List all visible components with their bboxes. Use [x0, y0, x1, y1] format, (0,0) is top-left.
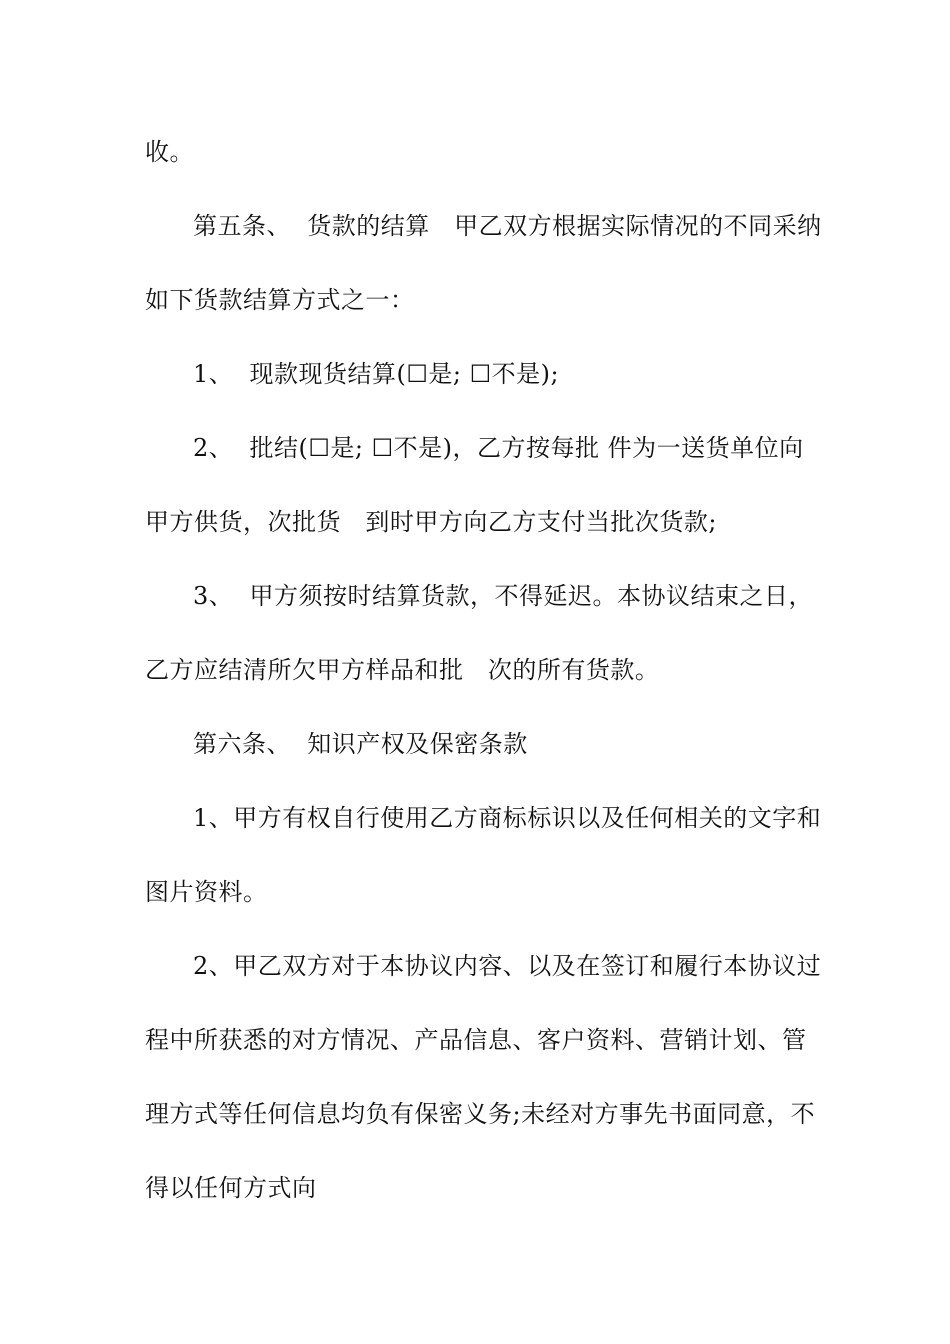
text-line: 理方式等任何信息均负有保密义务;未经对方事先书面同意，不: [145, 1100, 816, 1128]
text-line: 如下货款结算方式之一：: [145, 286, 415, 314]
clause-item-line: 1、甲方有权自行使用乙方商标标识以及任何相关的文字和: [193, 804, 822, 832]
clause-item-line: 1、 现款现货结算(☐是; ☐不是);: [193, 360, 560, 388]
text-line: 程中所获悉的对方情况、产品信息、客户资料、营销计划、管: [145, 1026, 807, 1054]
clause-item-line: 2、甲乙双方对于本协议内容、以及在签订和履行本协议过: [193, 952, 822, 980]
text-line: 甲方供货，次批货 到时甲方向乙方支付当批次货款;: [145, 508, 717, 536]
section-5-heading-line: 第五条、 货款的结算 甲乙双方根据实际情况的不同采纳: [193, 212, 822, 240]
section-6-heading-line: 第六条、 知识产权及保密条款: [193, 730, 528, 758]
text-line: 图片资料。: [145, 878, 268, 906]
text-line: 得以任何方式向: [145, 1174, 317, 1202]
clause-item-line: 3、 甲方须按时结算货款，不得延迟。本协议结束之日，: [193, 582, 814, 610]
text-line: 收。: [145, 138, 194, 166]
text-line: 乙方应结清所欠甲方样品和批 次的所有货款。: [145, 656, 660, 684]
clause-item-line: 2、 批结(☐是; ☐不是)，乙方按每批 件为一送货单位向: [193, 434, 804, 462]
